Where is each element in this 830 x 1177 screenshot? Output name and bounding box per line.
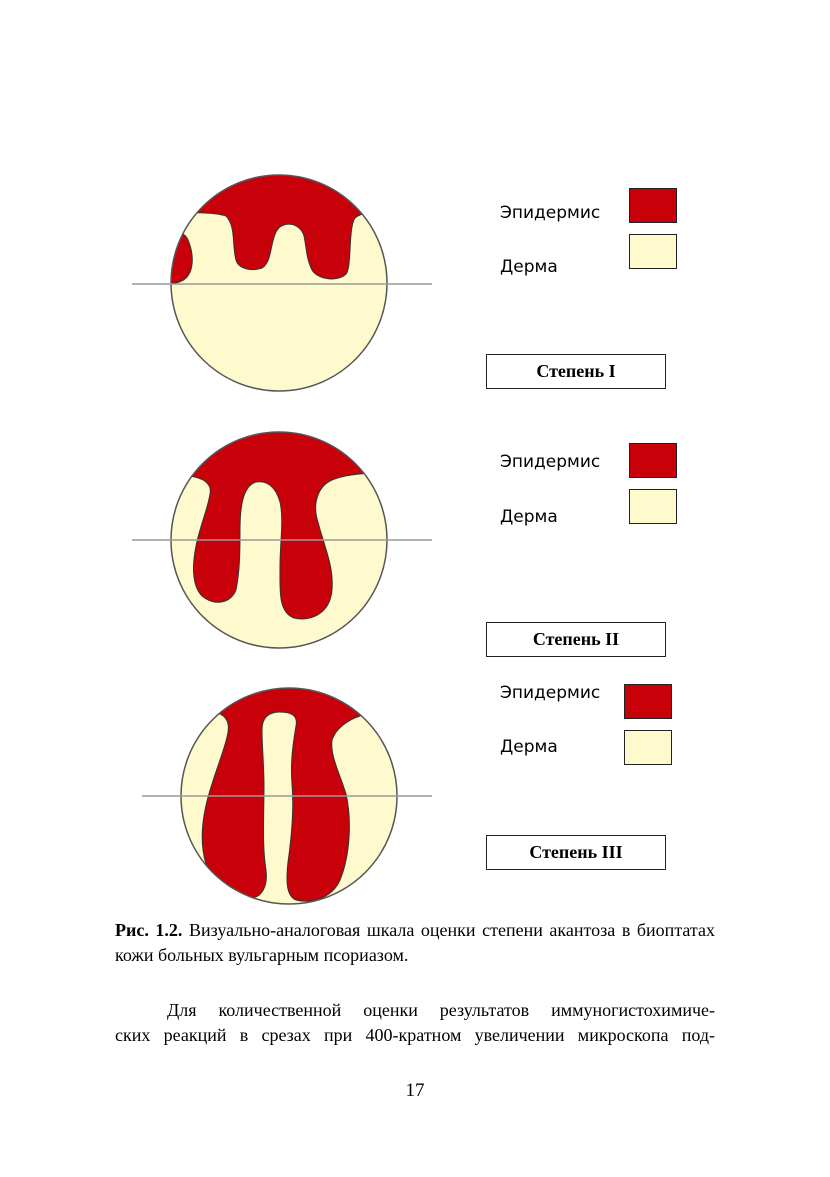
legend-dermis-swatch-1 — [629, 234, 677, 269]
figure-caption — [115, 918, 715, 968]
legend-epidermis-swatch-3 — [624, 684, 672, 719]
legend-epidermis-label-1: Эпидермис — [500, 203, 601, 223]
grade-3-dermis — [160, 705, 410, 910]
grade-2-label-box: Степень II — [486, 622, 666, 657]
legend-dermis-swatch-3 — [624, 730, 672, 765]
figure-caption-text: Визуально-аналоговая шкала оценки степени акантоза в биоптатах кожи больных вульгарным псориазом. — [115, 920, 715, 965]
legend-dermis-label-2: Дерма — [500, 507, 558, 527]
grade-3-label-box: Степень III — [486, 835, 666, 870]
legend-dermis-label-3: Дерма — [500, 737, 558, 757]
legend-epidermis-label-2: Эпидермис — [500, 452, 601, 472]
grade-3-circle — [142, 680, 432, 910]
legend-dermis-swatch-2 — [629, 489, 677, 524]
legend-dermis-label-1: Дерма — [500, 257, 558, 277]
grade-2-dermis — [150, 465, 400, 660]
figure-caption-prefix: Рис. 1.2. — [115, 920, 183, 940]
legend-epidermis-label-3: Эпидермис — [500, 683, 601, 703]
body-paragraph — [115, 998, 715, 1048]
body-paragraph-line-2: ских реакций в срезах при 400-кратном увеличении микроскопа под- — [115, 1025, 715, 1045]
legend-epidermis-swatch-1 — [629, 188, 677, 223]
grade-1-dermis — [150, 208, 400, 400]
page-number: 17 — [405, 1080, 425, 1101]
body-paragraph-line-1: Для количественной оценки результатов иммуногистохимиче- — [167, 1000, 715, 1020]
legend-epidermis-swatch-2 — [629, 443, 677, 478]
grade-1-circle — [132, 170, 432, 400]
grade-1-label-box: Степень I — [486, 354, 666, 389]
grade-2-circle — [132, 430, 432, 660]
